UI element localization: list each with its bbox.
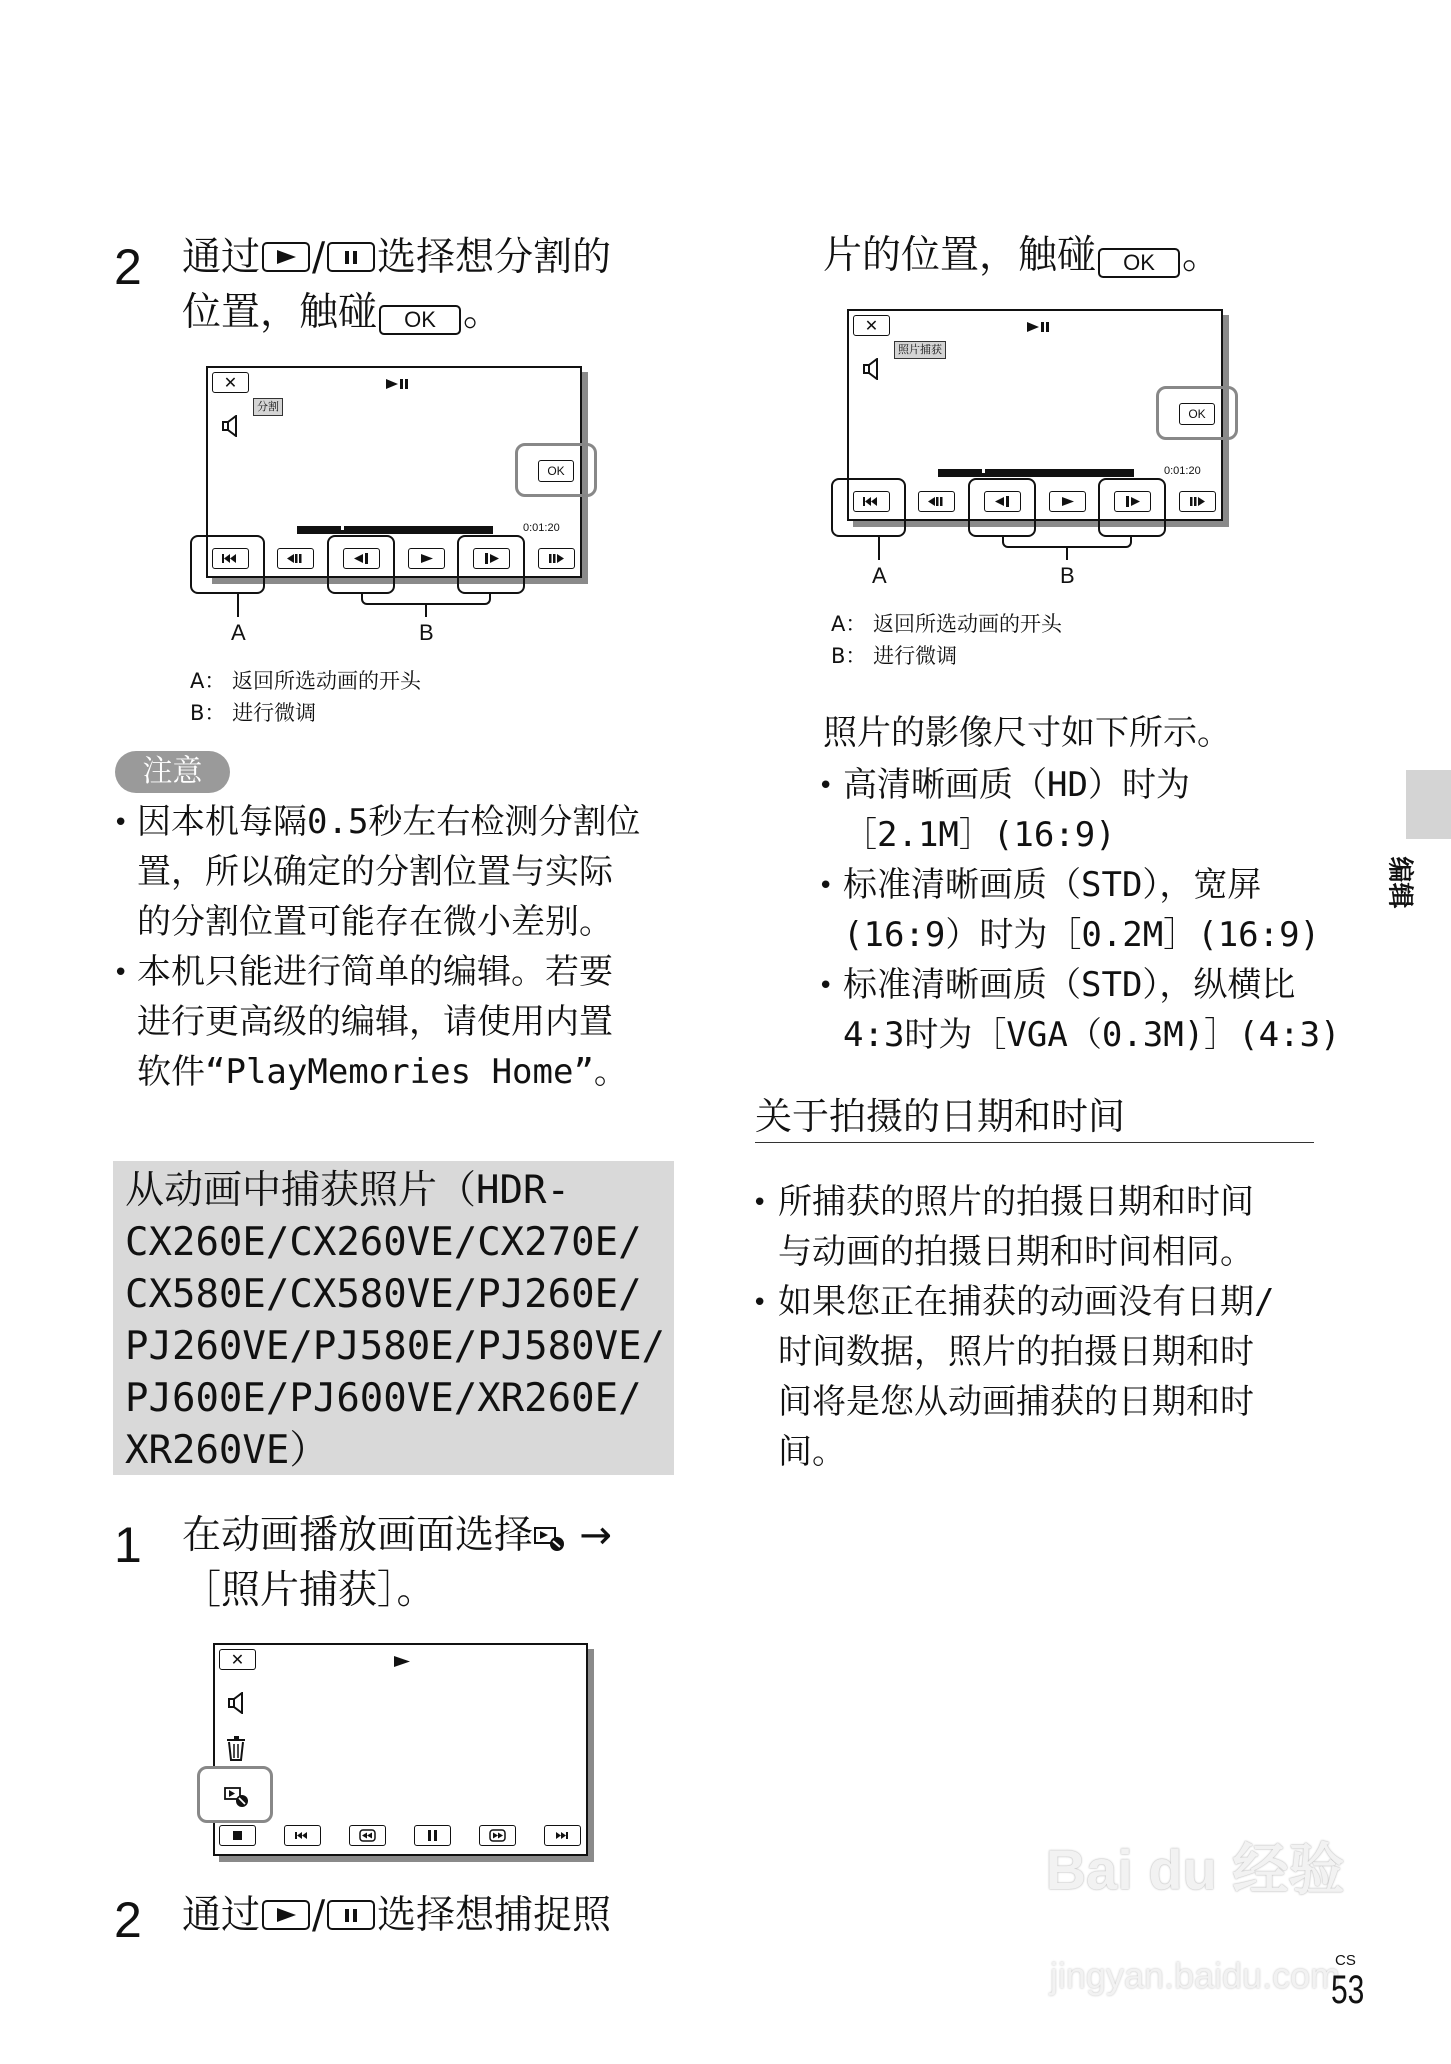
- leader-a: [878, 536, 880, 560]
- slow-forward-icon[interactable]: [1179, 491, 1216, 512]
- text-line: 高清晰画质（HD）时为: [843, 765, 1190, 805]
- split-screen-illustration: [190, 360, 610, 740]
- caption-a: A： 返回所选动画的开头: [190, 669, 422, 693]
- fast-forward-icon[interactable]: [479, 1825, 516, 1846]
- text: /: [312, 235, 326, 280]
- text: 片的位置，触碰: [823, 233, 1097, 278]
- text-line: 软件“PlayMemories Home”。: [137, 1052, 628, 1092]
- text: 选择想捕捉照: [377, 1893, 612, 1938]
- leader-a: [237, 593, 239, 617]
- leader-b: [1066, 548, 1068, 560]
- baidu-watermark-logo: Bai du 经验: [1045, 1838, 1345, 1901]
- size-bullet-3: [843, 960, 1341, 1060]
- text-line: 所捕获的照片的拍摄日期和时间: [778, 1182, 1254, 1222]
- label-b: B: [419, 620, 434, 645]
- section-heading-box: [113, 1161, 674, 1475]
- heading-line: PJ260VE/PJ580E/PJ580VE/: [125, 1324, 666, 1369]
- section-heading: [113, 1161, 674, 1477]
- step-instruction: [182, 1888, 611, 1943]
- text-line: ［2.1M］(16:9): [843, 815, 1116, 855]
- text-line: 标准清晰画质（STD），纵横比: [843, 965, 1296, 1005]
- bullet-icon: •: [818, 771, 834, 801]
- page-number: 53: [1331, 1968, 1365, 2012]
- time-counter: 0:01:20: [523, 522, 560, 534]
- play-button-icon: [262, 242, 310, 272]
- play-icon[interactable]: [408, 548, 445, 569]
- bullet-icon: •: [818, 871, 834, 901]
- text-line: (16:9）时为［0.2M］(16:9): [843, 915, 1321, 955]
- highlight-a: [831, 478, 906, 537]
- highlight-b1: [968, 478, 1036, 537]
- heading-line: CX580E/CX580VE/PJ260E/: [125, 1272, 642, 1317]
- heading-line: XR260VE）: [125, 1428, 329, 1473]
- size-bullet-1: [843, 760, 1190, 860]
- date-bullet-1: [778, 1177, 1254, 1277]
- bullet-icon: •: [818, 971, 834, 1001]
- bracket-b: [1002, 536, 1132, 548]
- text-line: 间将是您从动画捕获的日期和时: [778, 1382, 1254, 1422]
- heading-line: PJ600E/PJ600VE/XR260E/: [125, 1376, 642, 1421]
- text: 在动画播放画面选择: [182, 1513, 534, 1558]
- note-badge: 注意: [115, 751, 230, 793]
- highlight-b2: [1098, 478, 1166, 537]
- stop-icon[interactable]: [219, 1825, 256, 1846]
- pause-button-icon: [327, 242, 375, 272]
- photo-capture-icon[interactable]: [224, 1786, 250, 1808]
- bullet-icon: •: [113, 958, 129, 988]
- text-line: 因本机每隔0.5秒左右检测分割位: [137, 802, 641, 842]
- progress-marker: [341, 524, 344, 530]
- heading-line: CX260E/CX260VE/CX270E/: [125, 1220, 642, 1265]
- text-line: 与动画的拍摄日期和时间相同。: [778, 1232, 1254, 1272]
- text: 。: [463, 290, 503, 335]
- note-bullet-1: [137, 797, 640, 947]
- note-bullet-2: [137, 947, 628, 1097]
- pause-icon[interactable]: [414, 1825, 451, 1846]
- ok-button-icon: OK: [1098, 248, 1180, 278]
- size-intro: 照片的影像尺寸如下所示。: [823, 713, 1231, 753]
- caption-b: B： 进行微调: [831, 644, 958, 668]
- text: /: [312, 1893, 326, 1938]
- text-line: 置，所以确定的分割位置与实际: [137, 852, 613, 892]
- text-line: 间。: [778, 1432, 846, 1472]
- mode-label: 分割: [253, 398, 283, 416]
- text: 通过: [182, 1893, 261, 1938]
- ok-button-icon: OK: [379, 305, 461, 335]
- speaker-icon: [863, 358, 879, 380]
- text: 选择想分割的: [377, 235, 612, 280]
- text: 位置，触碰: [182, 290, 378, 335]
- bullet-icon: •: [752, 1288, 768, 1318]
- progress-bar[interactable]: [297, 526, 493, 534]
- close-icon: ✕: [219, 1649, 256, 1670]
- label-a: A: [872, 563, 887, 588]
- ok-button[interactable]: OK: [1179, 403, 1215, 425]
- label-a: A: [231, 620, 246, 645]
- caption-b: B： 进行微调: [190, 701, 317, 725]
- play-status-icon: [394, 1656, 411, 1667]
- rewind-icon[interactable]: [349, 1825, 386, 1846]
- text-line: 本机只能进行简单的编辑。若要: [137, 952, 613, 992]
- step-number: 2: [114, 1892, 142, 1948]
- speaker-icon: [222, 415, 238, 437]
- play-icon[interactable]: [1049, 491, 1086, 512]
- capture-screen-illustration: [831, 303, 1251, 683]
- text-line: 的分割位置可能存在微小差别。: [137, 902, 613, 942]
- bracket-b: [361, 593, 491, 605]
- close-icon: ✕: [853, 315, 890, 336]
- step-number: 2: [114, 239, 142, 295]
- highlight-b2: [457, 535, 525, 594]
- time-counter: 0:01:20: [1164, 465, 1201, 477]
- side-tab-label: 编辑: [1384, 856, 1415, 909]
- step-instruction-continued: [823, 228, 1221, 283]
- slow-forward-icon[interactable]: [538, 548, 575, 569]
- pause-button-icon: [327, 1900, 375, 1930]
- baidu-watermark-url: jingyan.baidu.com: [1049, 1955, 1341, 1996]
- play-pause-icon: [1027, 321, 1053, 333]
- caption-a: A： 返回所选动画的开头: [831, 612, 1063, 636]
- text-line: 标准清晰画质（STD），宽屏: [843, 865, 1262, 905]
- highlight-b1: [327, 535, 395, 594]
- text: ［照片捕获］。: [182, 1568, 436, 1613]
- leader-b: [425, 605, 427, 617]
- heading-line: 从动画中捕获照片（HDR-: [125, 1168, 570, 1213]
- step-instruction: [182, 1508, 612, 1618]
- text: 。: [1182, 233, 1222, 278]
- step-instruction: [182, 230, 611, 340]
- slow-reverse-icon[interactable]: [277, 548, 314, 569]
- play-pause-icon: [386, 378, 412, 390]
- speaker-icon: [228, 1692, 244, 1714]
- trash-icon[interactable]: [226, 1736, 246, 1761]
- label-b: B: [1060, 563, 1075, 588]
- text-line: 进行更高级的编辑，请使用内置: [137, 1002, 613, 1042]
- photo-capture-icon: [533, 1522, 567, 1552]
- close-icon: ✕: [212, 372, 249, 393]
- progress-bar[interactable]: [938, 469, 1134, 477]
- language-code: CS: [1335, 1952, 1356, 1969]
- text-line: 4:3时为［VGA（0.3M)］(4:3): [843, 1015, 1341, 1055]
- text: 通过: [182, 235, 261, 280]
- side-tab-marker: [1406, 770, 1451, 839]
- play-button-icon: [262, 1900, 310, 1930]
- ok-button[interactable]: OK: [538, 460, 574, 482]
- size-bullet-2: [843, 860, 1320, 960]
- highlight-a: [190, 535, 265, 594]
- step-number: 1: [114, 1517, 142, 1573]
- mode-label: 照片捕获: [894, 341, 946, 359]
- playback-screen-illustration: [213, 1643, 588, 1856]
- text-line: 时间数据，照片的拍摄日期和时: [778, 1332, 1254, 1372]
- date-bullet-2: [778, 1277, 1274, 1477]
- bullet-icon: •: [113, 808, 129, 838]
- slow-reverse-icon[interactable]: [918, 491, 955, 512]
- bullet-icon: •: [752, 1188, 768, 1218]
- arrow-icon: →: [579, 1513, 613, 1558]
- progress-marker: [982, 467, 985, 473]
- previous-icon[interactable]: [284, 1825, 321, 1846]
- text-line: 如果您正在捕获的动画没有日期/: [778, 1282, 1275, 1322]
- date-heading: 关于拍摄的日期和时间: [755, 1092, 1314, 1143]
- next-icon[interactable]: [544, 1825, 581, 1846]
